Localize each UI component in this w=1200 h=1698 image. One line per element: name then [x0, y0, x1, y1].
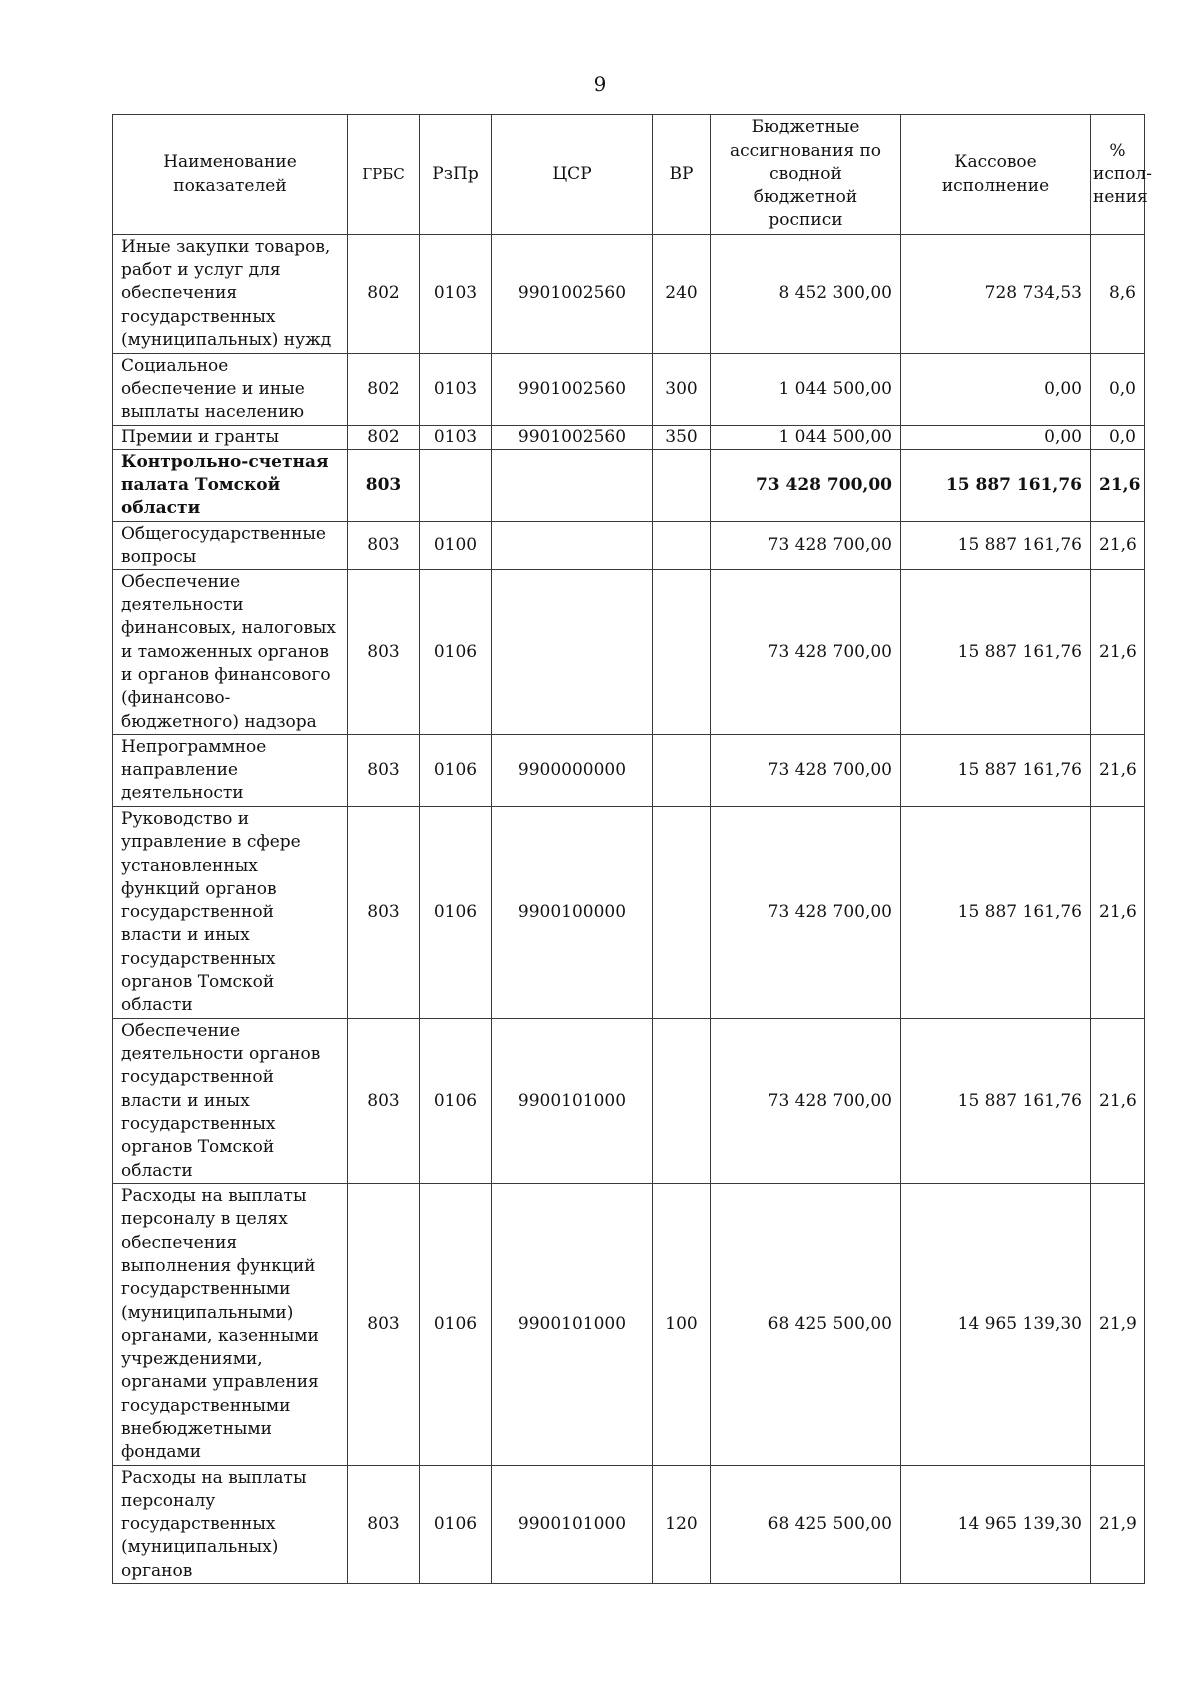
row-name: Обеспечение деятельности органов государственной власти и иных государственных органов Томской области	[113, 1019, 348, 1184]
row-cash: 15 887 161,76	[901, 1019, 1091, 1184]
budget-execution-table	[112, 114, 1152, 1584]
page-number: 9	[593, 72, 607, 96]
row-cash: 0,00	[901, 354, 1091, 426]
row-csr: 9900000000	[492, 735, 653, 807]
row-csr: 9901002560	[492, 354, 653, 426]
row-cash: 14 965 139,30	[901, 1184, 1091, 1466]
row-vr: 120	[653, 1466, 711, 1584]
table-row	[113, 570, 1145, 735]
row-rzpr: 0103	[420, 354, 492, 426]
row-csr	[492, 570, 653, 735]
table-row-bold	[113, 450, 1145, 522]
row-grbs: 803	[348, 1019, 420, 1184]
row-csr: 9900101000	[492, 1466, 653, 1584]
table-row	[113, 522, 1145, 570]
row-percent: 21,6	[1091, 807, 1145, 1019]
row-rzpr: 0103	[420, 235, 492, 354]
row-assignments: 73 428 700,00	[711, 735, 901, 807]
row-rzpr: 0106	[420, 807, 492, 1019]
row-vr	[653, 450, 711, 522]
row-grbs: 803	[348, 570, 420, 735]
header-name: Наименование показателей	[113, 115, 348, 235]
row-name: Общегосударственные вопросы	[113, 522, 348, 570]
row-vr	[653, 1019, 711, 1184]
row-assignments: 73 428 700,00	[711, 1019, 901, 1184]
row-name: Иные закупки товаров, работ и услуг для обеспечения государственных (муниципальных) нужд	[113, 235, 348, 354]
row-percent: 21,6	[1091, 1019, 1145, 1184]
row-grbs: 803	[348, 1184, 420, 1466]
row-cash: 15 887 161,76	[901, 522, 1091, 570]
row-csr: 9901002560	[492, 426, 653, 450]
row-assignments: 68 425 500,00	[711, 1466, 901, 1584]
row-grbs: 803	[348, 807, 420, 1019]
row-cash: 15 887 161,76	[901, 450, 1091, 522]
row-percent: 21,9	[1091, 1466, 1145, 1584]
row-rzpr: 0106	[420, 1466, 492, 1584]
table-header-row	[113, 115, 1145, 235]
header-csr: ЦСР	[492, 115, 653, 235]
row-rzpr: 0103	[420, 426, 492, 450]
row-vr: 240	[653, 235, 711, 354]
row-grbs: 803	[348, 735, 420, 807]
row-csr: 9901002560	[492, 235, 653, 354]
row-vr	[653, 807, 711, 1019]
header-grbs: ГРБС	[348, 115, 420, 235]
row-csr: 9900100000	[492, 807, 653, 1019]
header-percent: % испол-нения	[1091, 115, 1145, 235]
row-percent: 21,6	[1091, 735, 1145, 807]
header-vr: ВР	[653, 115, 711, 235]
row-name: Контрольно-счетная палата Томской области	[113, 450, 348, 522]
row-rzpr	[420, 450, 492, 522]
row-rzpr: 0106	[420, 1184, 492, 1466]
row-percent: 0,0	[1091, 354, 1145, 426]
row-name: Расходы на выплаты персоналу государственных (муниципальных) органов	[113, 1466, 348, 1584]
row-grbs: 803	[348, 522, 420, 570]
row-vr: 350	[653, 426, 711, 450]
row-vr: 100	[653, 1184, 711, 1466]
row-percent: 21,6	[1091, 522, 1145, 570]
row-cash: 15 887 161,76	[901, 807, 1091, 1019]
row-vr	[653, 570, 711, 735]
row-assignments: 73 428 700,00	[711, 522, 901, 570]
table-row	[113, 354, 1145, 426]
row-percent: 21,6	[1091, 450, 1145, 522]
row-cash: 14 965 139,30	[901, 1466, 1091, 1584]
row-cash: 15 887 161,76	[901, 570, 1091, 735]
row-percent: 21,9	[1091, 1184, 1145, 1466]
row-rzpr: 0106	[420, 570, 492, 735]
row-grbs: 802	[348, 235, 420, 354]
row-assignments: 73 428 700,00	[711, 807, 901, 1019]
row-assignments: 8 452 300,00	[711, 235, 901, 354]
row-assignments: 73 428 700,00	[711, 570, 901, 735]
row-assignments: 73 428 700,00	[711, 450, 901, 522]
header-assignments: Бюджетные ассигнования по сводной бюджетной росписи	[711, 115, 901, 235]
row-name: Социальное обеспечение и иные выплаты населению	[113, 354, 348, 426]
row-grbs: 803	[348, 1466, 420, 1584]
row-cash: 728 734,53	[901, 235, 1091, 354]
row-cash: 15 887 161,76	[901, 735, 1091, 807]
row-vr	[653, 522, 711, 570]
row-percent: 21,6	[1091, 570, 1145, 735]
row-csr: 9900101000	[492, 1019, 653, 1184]
row-rzpr: 0106	[420, 735, 492, 807]
row-name: Обеспечение деятельности финансовых, налоговых и таможенных органов и органов финансового (финансово-бюджетного) надзора	[113, 570, 348, 735]
row-grbs: 802	[348, 426, 420, 450]
row-assignments: 68 425 500,00	[711, 1184, 901, 1466]
row-grbs: 802	[348, 354, 420, 426]
row-cash: 0,00	[901, 426, 1091, 450]
row-csr: 9900101000	[492, 1184, 653, 1466]
table-row	[113, 1184, 1145, 1466]
row-vr	[653, 735, 711, 807]
header-rzpr: РзПр	[420, 115, 492, 235]
row-percent: 0,0	[1091, 426, 1145, 450]
row-name: Премии и гранты	[113, 426, 348, 450]
row-name: Непрограммное направление деятельности	[113, 735, 348, 807]
row-name: Расходы на выплаты персоналу в целях обеспечения выполнения функций государственными (муниципальными) органами, казенными учреждениями, органами управления государственными внебюджетными фондами	[113, 1184, 348, 1466]
table-row	[113, 807, 1145, 1019]
row-assignments: 1 044 500,00	[711, 426, 901, 450]
table-row	[113, 735, 1145, 807]
row-rzpr: 0106	[420, 1019, 492, 1184]
table-row	[113, 426, 1145, 450]
table-row	[113, 235, 1145, 354]
table-row	[113, 1466, 1145, 1584]
row-percent: 8,6	[1091, 235, 1145, 354]
row-name: Руководство и управление в сфере установленных функций органов государственной власти и иных государственных органов Томской области	[113, 807, 348, 1019]
table-row	[113, 1019, 1145, 1184]
header-cash: Кассовое исполнение	[901, 115, 1091, 235]
row-vr: 300	[653, 354, 711, 426]
row-csr	[492, 450, 653, 522]
row-rzpr: 0100	[420, 522, 492, 570]
row-grbs: 803	[348, 450, 420, 522]
row-assignments: 1 044 500,00	[711, 354, 901, 426]
row-csr	[492, 522, 653, 570]
